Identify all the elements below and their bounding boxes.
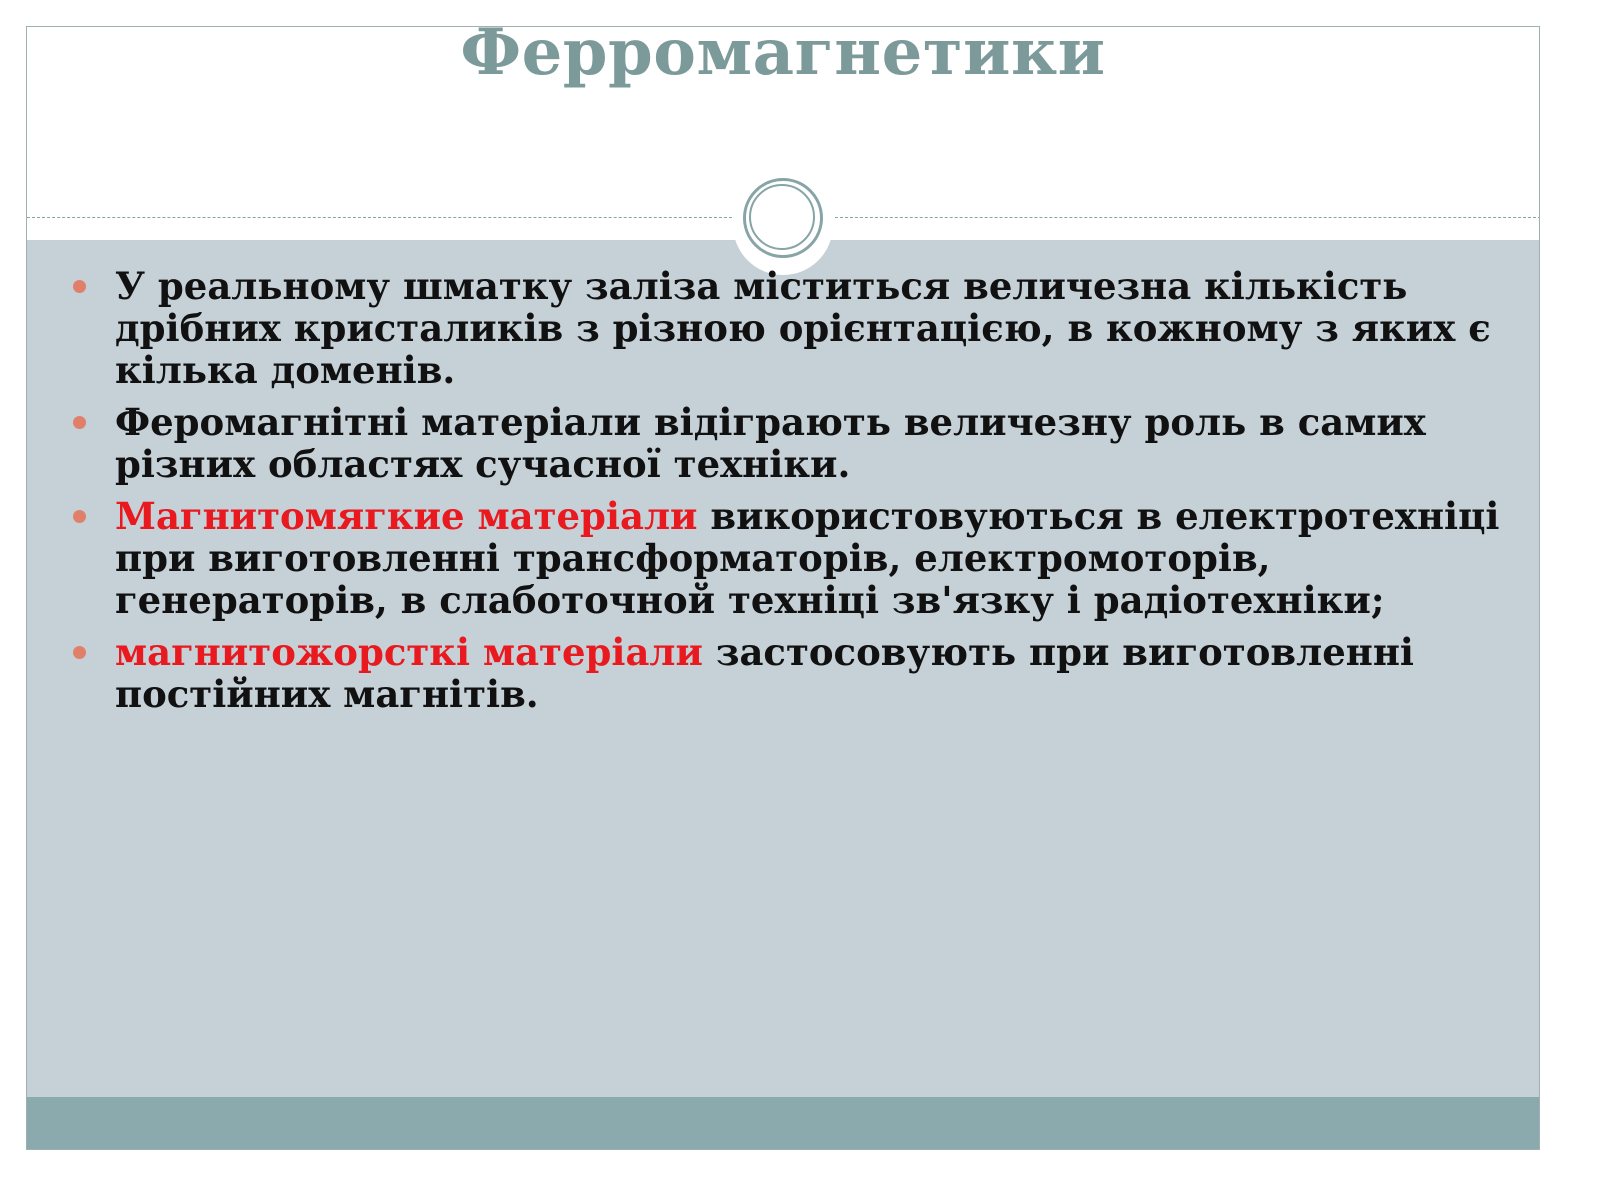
bullet-dot-icon — [73, 646, 86, 659]
bullet-item — [27, 631, 1540, 715]
bullet-dot-icon — [73, 416, 86, 429]
bullet-item — [27, 495, 1540, 621]
bullet-text: застосовують при виготовленні постійних магнітів. — [115, 630, 1414, 716]
bullet-highlight: Магнитомягкие матеріали — [115, 494, 698, 538]
bullet-dot-icon — [73, 510, 86, 523]
bullet-text: У реальному шматку заліза міститься величезна кількість дрібних кристаликів з різною орієнтацією, в кожному з яких є кілька доменів. — [115, 264, 1491, 392]
slide-title: Ферромагнетики — [460, 26, 1106, 90]
bullet-highlight: магнитожорсткі матеріали — [115, 630, 703, 674]
bullet-text: використовуються в електротехніці при виготовленні трансформаторів, електромоторів, генераторів, в слаботочной техніці зв'язку і радіотехніки; — [115, 494, 1500, 622]
bullet-list — [27, 265, 1540, 725]
bullet-dot-icon — [73, 280, 86, 293]
bullet-text: Феромагнітні матеріали відіграють величезну роль в самих різних областях сучасної техніки. — [115, 400, 1426, 486]
divider-right — [835, 217, 1540, 218]
slide — [26, 26, 1540, 1150]
bullet-item — [27, 265, 1540, 391]
bullet-item — [27, 401, 1540, 485]
divider-left — [27, 217, 732, 218]
footer-bar — [27, 1097, 1540, 1150]
circle-ornament-inner-icon — [749, 184, 815, 250]
